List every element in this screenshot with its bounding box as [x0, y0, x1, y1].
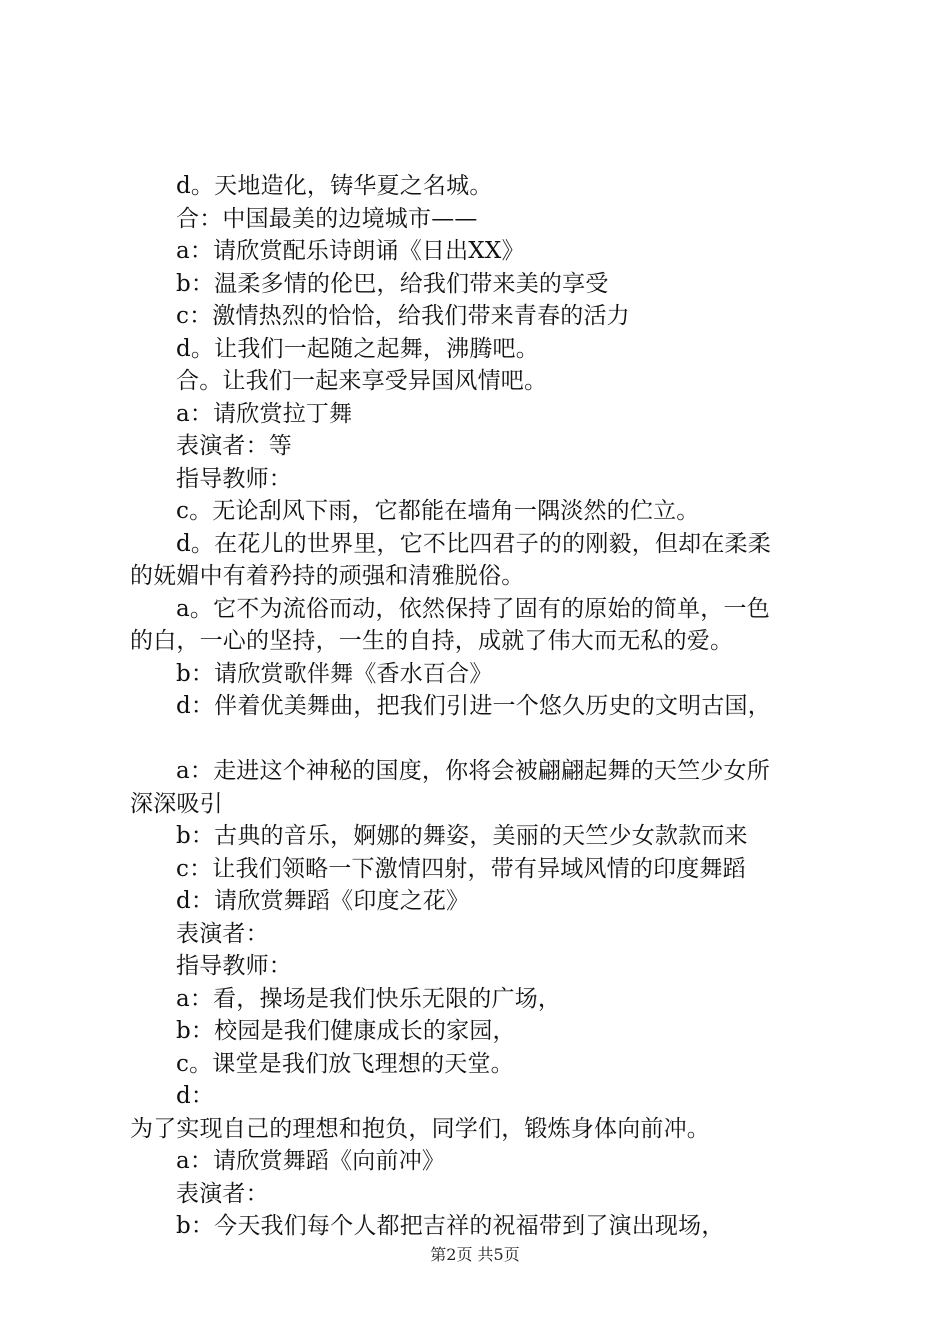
text-line: 的妩媚中有着矜持的顽强和清雅脱俗。: [130, 563, 525, 589]
text-line: c。课堂是我们放飞理想的天堂。: [176, 1050, 514, 1077]
text-line: a：看，操场是我们快乐无限的广场，: [176, 985, 562, 1012]
text-line: d。在花儿的世界里，它不比四君子的的刚毅，但却在柔柔: [176, 530, 771, 557]
text-line: d。天地造化，铸华夏之名城。: [176, 173, 493, 199]
text-line: 合：中国最美的边境城市——: [176, 205, 478, 232]
text-line: c。无论刮风下雨，它都能在墙角一隅淡然的伫立。: [176, 498, 700, 524]
text-line: d：请欣赏舞蹈《印度之花》: [176, 888, 470, 914]
text-line: c：激情热烈的恰恰，给我们带来青春的活力: [176, 303, 630, 329]
document-body: [130, 170, 835, 1243]
text-line: b：温柔多情的伦巴，给我们带来美的享受: [176, 270, 609, 297]
text-line: a：请欣赏配乐诗朗诵《日出XX》: [176, 238, 525, 264]
text-line: 的白，一心的坚持，一生的自持，成就了伟大而无私的爱。: [130, 628, 734, 654]
text-line: d：伴着优美舞曲，把我们引进一个悠久历史的文明古国，: [176, 693, 771, 719]
text-line: c：让我们领略一下激情四射，带有异域风情的印度舞蹈: [176, 855, 746, 882]
text-line: b：请欣赏歌伴舞《香水百合》: [176, 660, 493, 687]
text-line: 表演者：等: [176, 433, 292, 459]
text-line: a。它不为流俗而动，依然保持了固有的原始的简单，一色: [176, 595, 770, 622]
text-line: 指导教师：: [176, 953, 292, 979]
page-footer: 第2页 共5页: [430, 1245, 520, 1264]
text-line: d。让我们一起随之起舞，沸腾吧。: [176, 335, 539, 362]
text-line: b：古典的音乐，婀娜的舞姿，美丽的天竺少女款款而来: [176, 823, 748, 849]
blank-line: [130, 723, 835, 756]
text-line: 深深吸引: [130, 790, 223, 817]
text-line: 表演者：: [176, 920, 269, 947]
text-line: d：: [176, 1083, 215, 1109]
text-line: 表演者：: [176, 1180, 269, 1207]
text-line: b：校园是我们健康成长的家园，: [176, 1018, 516, 1044]
text-line: 为了实现自己的理想和抱负，同学们，锻炼身体向前冲。: [130, 1115, 710, 1142]
text-line: 指导教师：: [176, 465, 292, 492]
text-line: 合。让我们一起来享受异国风情吧。: [176, 368, 548, 394]
text-line: a：走进这个神秘的国度，你将会被翩翩起舞的天竺少女所: [176, 758, 770, 784]
text-line: a：请欣赏舞蹈《向前冲》: [176, 1148, 446, 1174]
text-line: b：今天我们每个人都把吉祥的祝福带到了演出现场，: [176, 1213, 725, 1239]
text-line: a：请欣赏拉丁舞: [176, 400, 353, 427]
